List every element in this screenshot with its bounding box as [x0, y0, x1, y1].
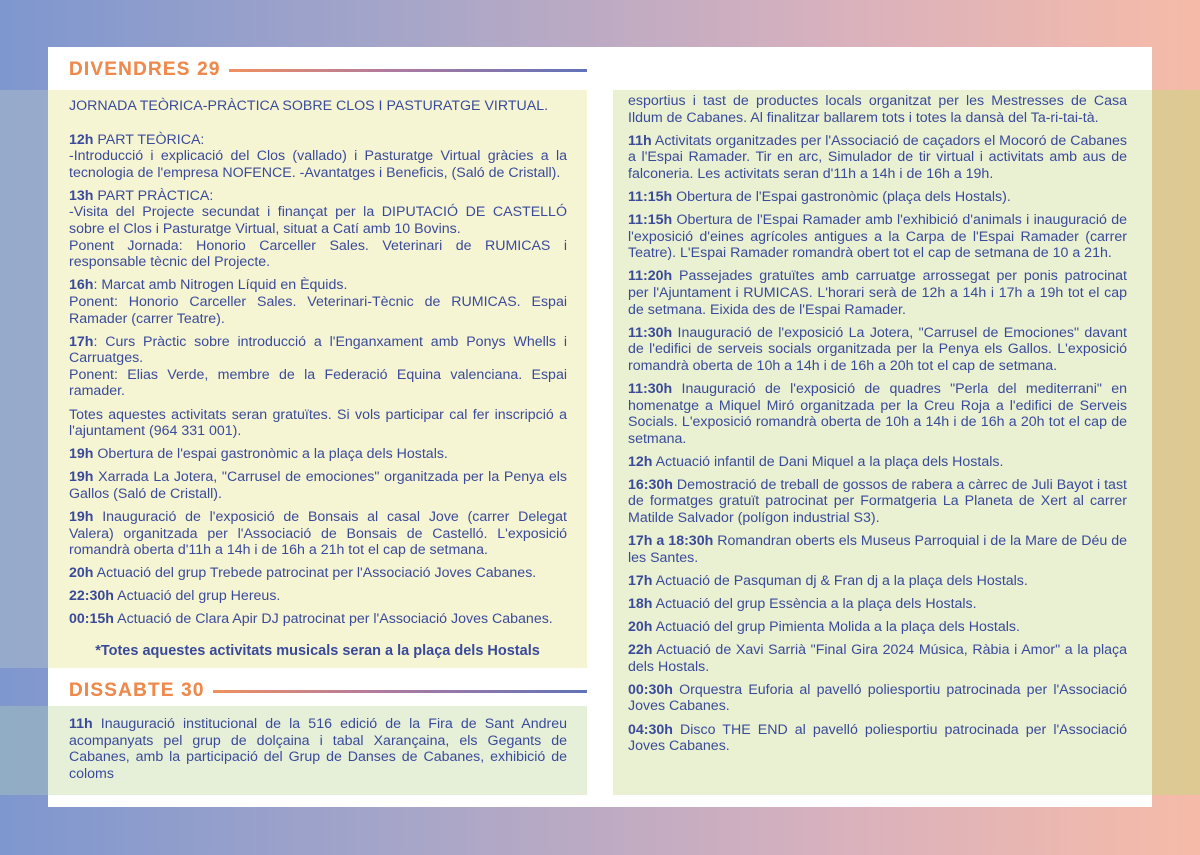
- decorative-band-bottom-left: [0, 706, 48, 795]
- entry-time: 16h: [69, 277, 94, 294]
- schedule-entry: [69, 132, 567, 182]
- friday-heading-rule: [229, 69, 587, 72]
- schedule-entry: [628, 477, 1127, 527]
- decorative-band-right: [1152, 90, 1200, 795]
- entry-time: 22h: [628, 642, 653, 659]
- entry-time: 18h: [628, 595, 653, 612]
- entry-text: : Curs Pràctic sobre introducció a l'Enganxament amb Ponys Whells i Carruatges. Ponent: Elias Verde, membre de la Federació Equina valenciana. Espai ramader.: [69, 333, 567, 400]
- entry-text: Orquestra Euforia al pavelló poliesportiu patrocinada per l'Associació Joves Cabanes.: [628, 681, 1127, 715]
- schedule-entry: [628, 596, 1127, 613]
- entry-time: 11:15h: [628, 212, 673, 229]
- entry-time: 16:30h: [628, 476, 673, 493]
- entry-text: PART PRÀCTICA: -Visita del Projecte secundat i finançat per la DIPUTACIÓ DE CASTELLÓ sobre el Clos i Pasturatge Virtual, situat a Catí amb 10 Bovins. Ponent Jornada: Honorio Carceller Sales. Veterinari de RUMICAS i responsable tècnic del Projecte.: [69, 187, 567, 271]
- schedule-entry: [628, 133, 1127, 183]
- schedule-entry: [69, 611, 567, 628]
- schedule-entry: [628, 533, 1127, 566]
- schedule-entry: [69, 98, 567, 115]
- entry-text: Disco THE END al pavelló poliesportiu patrocinada per l'Associació Joves Cabanes.: [628, 721, 1127, 755]
- schedule-entry: [69, 334, 567, 400]
- entry-time: 19h: [69, 446, 94, 463]
- entry-text: Xarrada La Jotera, "Carrusel de emociones" organitzada per la Penya els Gallos (Saló de Cristall).: [69, 469, 567, 502]
- entry-time: 13h: [69, 187, 94, 204]
- entry-time: 12h: [69, 131, 94, 148]
- entry-text: Inauguració de l'exposició de quadres "Perla del mediterrani" en homenatge a Miquel Miró organitzada per la Creu Roja a l'edifici de Serveis Socials. L'exposició romandrà oberta de 10h a 14h i de 16h a 20h tot el cap de setmana.: [628, 380, 1127, 447]
- entry-time: 11:30h: [628, 380, 673, 397]
- schedule-entry: [69, 188, 567, 271]
- decorative-band-left: [0, 90, 48, 668]
- entry-text: Romandran oberts els Museus Parroquial i de la Mare de Déu de les Santes.: [628, 533, 1127, 566]
- saturday-panel-continued: [613, 90, 1152, 795]
- schedule-entry: [628, 454, 1127, 471]
- entry-text: Actuació de Xavi Sarrià "Final Gira 2024 Música, Ràbia i Amor" a la plaça dels Hostals.: [628, 642, 1127, 675]
- schedule-entry: [69, 565, 567, 582]
- entry-time: 17h: [628, 572, 653, 589]
- entry-time: 20h: [628, 619, 653, 636]
- entry-text: Actuació del grup Hereus.: [113, 588, 281, 605]
- entry-time: 17h: [69, 333, 94, 350]
- entry-time: 00:15h: [69, 611, 114, 628]
- schedule-entry: [628, 619, 1127, 636]
- schedule-entry: [69, 469, 567, 502]
- schedule-entry: [69, 509, 567, 559]
- schedule-entry: [69, 446, 567, 463]
- entry-text: Actuació del grup Trebede patrocinat per l'Associació Joves Cabanes.: [93, 565, 537, 582]
- saturday-schedule-list-continued: [628, 93, 1127, 755]
- friday-heading: [69, 59, 587, 81]
- entry-text: Inauguració de l'exposició La Jotera, "Carrusel de Emociones" davant de l'edifici de serveis socials organitzada per la Penya els Gallos. L'exposició romandrà oberta de 10h a 14h i de 16h a 20h tot el cap de setmana.: [628, 324, 1127, 374]
- entry-text: Actuació de Clara Apir DJ patrocinat per l'Associació Joves Cabanes.: [113, 611, 553, 628]
- entry-text: Actuació del grup Essència a la plaça dels Hostals.: [652, 595, 977, 612]
- friday-schedule-list: [69, 98, 567, 628]
- schedule-entry: [628, 93, 1127, 126]
- friday-panel: [48, 90, 587, 668]
- schedule-entry: [628, 189, 1127, 206]
- entry-text: Passejades gratuïtes amb carruatge arrossegat per ponis patrocinat per l'Ajuntament i RUMICAS. L'horari serà de 12h a 14h i 17h a 19h tot el cap de setmana. Eixida des de l'Espai Ramader.: [628, 268, 1127, 318]
- entry-time: 11h: [628, 132, 652, 149]
- entry-time: 17h a 18:30h: [628, 533, 714, 550]
- entry-text: Actuació infantil de Dani Miquel a la plaça dels Hostals.: [652, 453, 1004, 470]
- entry-time: 19h: [69, 508, 94, 525]
- entry-text: Inauguració institucional de la 516 edició de la Fira de Sant Andreu acompanyats pel grup de dolçaina i tabal Xarançaina, els Gegants de Cabanes, amb la participació del Grup de Danses de Cabanes, exhibició de coloms: [69, 716, 567, 782]
- saturday-schedule-list: [69, 716, 567, 782]
- entry-text: Obertura de l'Espai Ramader amb l'exhibició d'animals i inauguració de l'exposició d'eines agrícoles antigues a la Carpa de l'Espai Ramader (carrer Teatre). L'Espai Ramader romandrà obert tot el cap de setmana de 10 a 21h.: [628, 212, 1127, 262]
- entry-text: Activitats organitzades per l'Associació de caçadors el Mocoró de Cabanes a l'Espai Ramader. Tir en arc, Simulador de tir virtual i activitats amb aus de falconeria. Les activitats seran d'11h a 14h i de 16h a 19h.: [628, 132, 1127, 182]
- entry-text: Actuació de Pasquman dj & Fran dj a la plaça dels Hostals.: [652, 572, 1028, 589]
- entry-time: 11:30h: [628, 324, 673, 341]
- saturday-heading-rule: [213, 690, 587, 693]
- entry-text: Obertura de l'Espai gastronòmic (plaça dels Hostals).: [672, 188, 1011, 205]
- schedule-entry: [69, 277, 567, 327]
- schedule-entry: [628, 268, 1127, 318]
- schedule-entry: [628, 682, 1127, 715]
- entry-time: 11:15h: [628, 188, 673, 205]
- schedule-entry: [69, 407, 567, 440]
- entry-time: 04:30h: [628, 721, 673, 738]
- friday-heading-text: DIVENDRES 29: [69, 59, 221, 80]
- entry-text: : Marcat amb Nitrogen Líquid en Èquids. Ponent: Honorio Carceller Sales. Veterinari-Tècnic de RUMICAS. Espai Ramader (carrer Teatre).: [69, 277, 567, 327]
- schedule-entry: [628, 212, 1127, 262]
- entry-text: Totes aquestes activitats seran gratuïtes. Si vols participar cal fer inscripció a l'ajuntament (964 331 001).: [69, 406, 567, 440]
- entry-time: 19h: [69, 469, 94, 486]
- entry-text: Obertura de l'espai gastronòmic a la plaça dels Hostals.: [93, 446, 448, 463]
- entry-text: esportius i tast de productes locals organitzat per les Mestresses de Casa Ildum de Cabanes. Al finalitzar ballarem tots i totes la dansà del Ta-ri-tai-tà.: [628, 93, 1127, 126]
- saturday-panel-start: [48, 706, 587, 795]
- schedule-entry: [69, 588, 567, 605]
- column-gutter: [587, 90, 613, 795]
- schedule-entry: [628, 573, 1127, 590]
- entry-time: 20h: [69, 565, 94, 582]
- entry-time: 11:20h: [628, 268, 673, 285]
- entry-time: 12h: [628, 453, 653, 470]
- entry-text: PART TEÒRICA: -Introducció i explicació del Clos (vallado) i Pasturatge Virtual gràcies a la tecnologia de l'empresa NOFENCE. -Avantatges i Beneficis, (Saló de Cristall).: [69, 131, 567, 181]
- schedule-entry: [628, 642, 1127, 675]
- schedule-entry: [628, 722, 1127, 755]
- entry-time: 11h: [69, 716, 93, 732]
- schedule-entry: [628, 381, 1127, 447]
- schedule-entry: [69, 716, 567, 782]
- entry-text: Demostració de treball de gossos de rabera a càrrec de Juli Bayot i tast de formatges gratuït patrocinat per Formatgeria La Planeta de Xert al carrer Matilde Salvador (polígon industrial S3).: [628, 476, 1127, 527]
- saturday-heading-text: DISSABTE 30: [69, 680, 205, 701]
- entry-time: 00:30h: [628, 681, 673, 698]
- schedule-entry: [628, 325, 1127, 375]
- entry-text: Actuació del grup Pimienta Molida a la plaça dels Hostals.: [652, 619, 1020, 636]
- friday-footnote: *Totes aquestes activitats musicals seran a la plaça dels Hostals: [95, 643, 540, 659]
- saturday-heading: [69, 680, 587, 702]
- entry-text: Inauguració de l'exposició de Bonsais al casal Jove (carrer Delegat Valera) organitzada per l'Associació de Bonsais de Castelló. L'exposició romandrà oberta d'11h a 14h i de 16h a 21h tot el cap de setmana.: [69, 508, 567, 559]
- entry-time: 22:30h: [69, 588, 114, 605]
- entry-text: JORNADA TEÒRICA-PRÀCTICA SOBRE CLOS I PASTURATGE VIRTUAL.: [69, 98, 549, 114]
